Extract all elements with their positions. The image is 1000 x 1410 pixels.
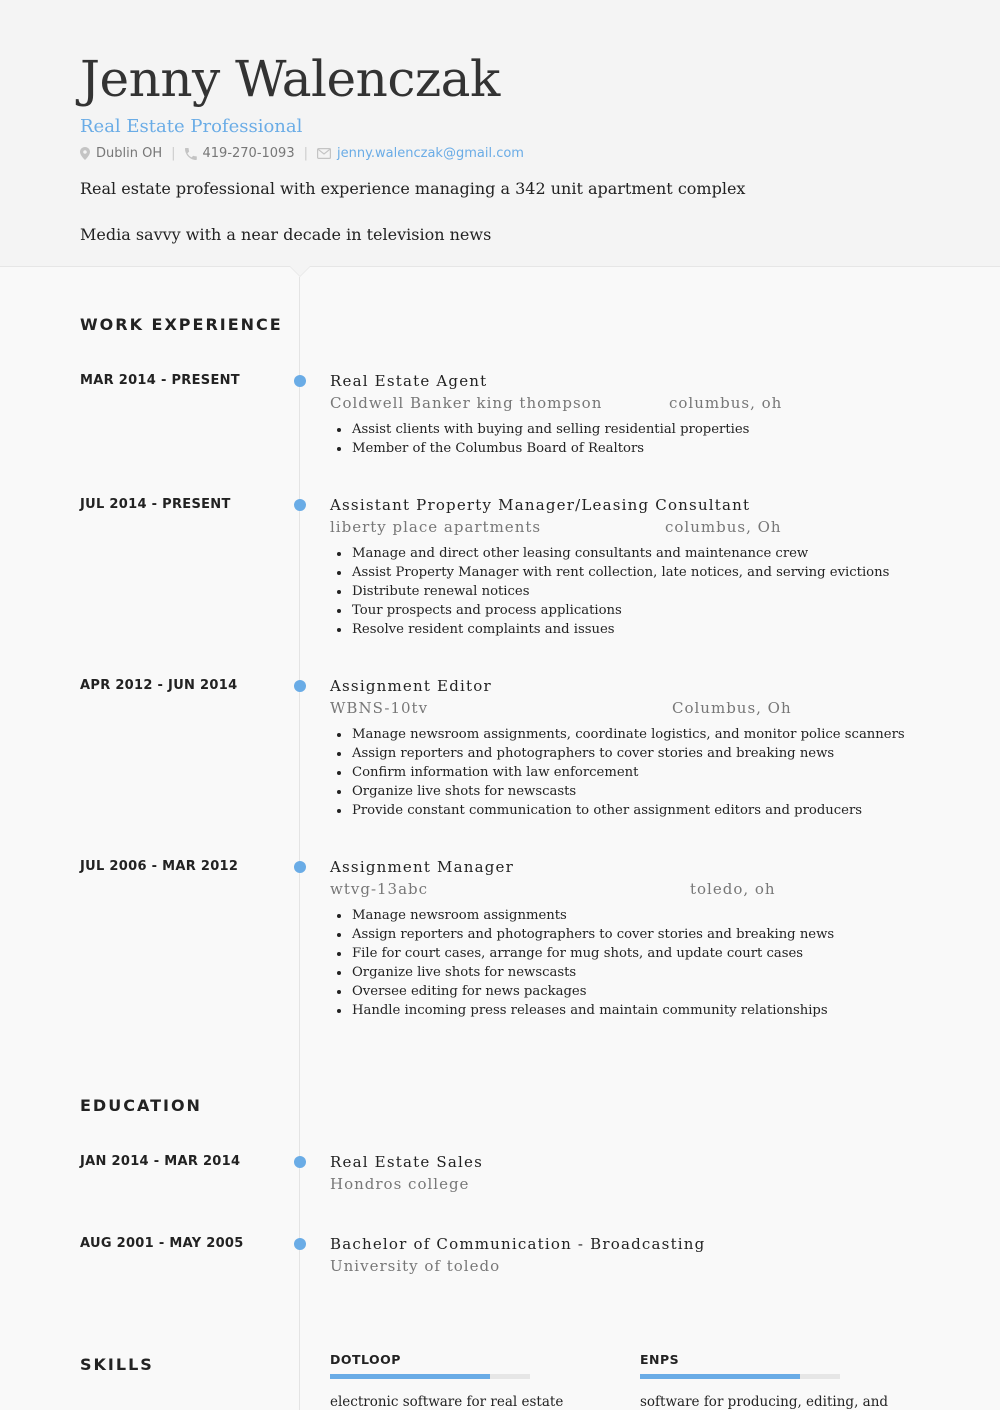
list-item: Organize live shots for newscasts	[330, 782, 905, 801]
list-item: Handle incoming press releases and maintain community relationships	[330, 1001, 834, 1020]
skill-level-bar	[330, 1374, 530, 1379]
list-item: Manage newsroom assignments	[330, 906, 834, 925]
timeline-dot	[294, 1156, 306, 1168]
contact-divider: |	[303, 146, 308, 161]
summary-line: Real estate professional with experience managing a 342 unit apartment complex	[80, 179, 746, 198]
list-item: Distribute renewal notices	[330, 582, 889, 601]
responsibilities-list	[330, 420, 749, 458]
company-name: Coldwell Banker king thompson	[330, 394, 603, 412]
entry-date: JUL 2006 - MAR 2012	[80, 859, 239, 874]
responsibilities-list	[330, 725, 905, 820]
header-notch	[290, 266, 310, 276]
summary-line: Media savvy with a near decade in television news	[80, 225, 492, 244]
timeline-dot	[294, 499, 306, 511]
location-pin-icon	[80, 147, 90, 160]
list-item: Assist Property Manager with rent collection, late notices, and serving evictions	[330, 563, 889, 582]
candidate-name: Jenny Walenczak	[80, 50, 500, 108]
list-item: Resolve resident complaints and issues	[330, 620, 889, 639]
skill-level-fill	[640, 1374, 800, 1379]
company-name: liberty place apartments	[330, 518, 542, 536]
list-item: Organize live shots for newscasts	[330, 963, 834, 982]
section-title-skills: SKILLS	[80, 1355, 154, 1374]
entry-date: JUL 2014 - PRESENT	[80, 497, 231, 512]
timeline-dot	[294, 375, 306, 387]
section-title-education: EDUCATION	[80, 1096, 202, 1115]
list-item: Assign reporters and photographers to cover stories and breaking news	[330, 744, 905, 763]
entry-date: APR 2012 - JUN 2014	[80, 678, 238, 693]
list-item: Tour prospects and process applications	[330, 601, 889, 620]
entry-date: MAR 2014 - PRESENT	[80, 373, 240, 388]
entry-date: AUG 2001 - MAY 2005	[80, 1236, 244, 1251]
list-item: Member of the Columbus Board of Realtors	[330, 439, 749, 458]
job-location: Columbus, Oh	[672, 699, 792, 717]
degree-title: Bachelor of Communication - Broadcasting	[330, 1235, 706, 1253]
section-title-work: WORK EXPERIENCE	[80, 315, 283, 334]
company-name: wtvg-13abc	[330, 880, 429, 898]
contact-email-link[interactable]: jenny.walenczak@gmail.com	[336, 146, 524, 161]
skill-description: software for producing, editing, and	[640, 1394, 889, 1410]
job-title: Assistant Property Manager/Leasing Consultant	[330, 496, 751, 514]
list-item: Manage and direct other leasing consultants and maintenance crew	[330, 544, 889, 563]
envelope-icon	[317, 148, 331, 159]
phone-icon	[185, 148, 197, 160]
contact-row	[80, 146, 524, 161]
list-item: Provide constant communication to other assignment editors and producers	[330, 801, 905, 820]
list-item: Confirm information with law enforcement	[330, 763, 905, 782]
skill-description: electronic software for real estate	[330, 1394, 564, 1410]
degree-title: Real Estate Sales	[330, 1153, 483, 1171]
timeline-dot	[294, 861, 306, 873]
resume-header	[0, 0, 1000, 267]
job-location: columbus, Oh	[665, 518, 782, 536]
list-item: Oversee editing for news packages	[330, 982, 834, 1001]
school-name: Hondros college	[330, 1175, 470, 1193]
skill-name: DOTLOOP	[330, 1352, 401, 1367]
list-item: Assist clients with buying and selling residential properties	[330, 420, 749, 439]
contact-phone: 419-270-1093	[202, 146, 295, 161]
job-title: Assignment Editor	[330, 677, 492, 695]
list-item: Manage newsroom assignments, coordinate logistics, and monitor police scanners	[330, 725, 905, 744]
timeline-dot	[294, 1238, 306, 1250]
job-title: Real Estate Agent	[330, 372, 488, 390]
job-location: toledo, oh	[690, 880, 776, 898]
contact-divider: |	[171, 146, 176, 161]
skill-level-fill	[330, 1374, 490, 1379]
entry-date: JAN 2014 - MAR 2014	[80, 1154, 241, 1169]
skill-item	[640, 1352, 888, 1410]
responsibilities-list	[330, 544, 889, 639]
job-title: Assignment Manager	[330, 858, 514, 876]
skill-level-bar	[640, 1374, 840, 1379]
timeline-dot	[294, 680, 306, 692]
school-name: University of toledo	[330, 1257, 501, 1275]
responsibilities-list	[330, 906, 834, 1020]
contact-location: Dublin OH	[96, 146, 163, 161]
company-name: WBNS-10tv	[330, 699, 429, 717]
skill-item	[330, 1352, 563, 1410]
skill-name: ENPS	[640, 1352, 680, 1367]
list-item: File for court cases, arrange for mug shots, and update court cases	[330, 944, 834, 963]
candidate-role: Real Estate Professional	[80, 116, 303, 137]
list-item: Assign reporters and photographers to cover stories and breaking news	[330, 925, 834, 944]
job-location: columbus, oh	[669, 394, 783, 412]
